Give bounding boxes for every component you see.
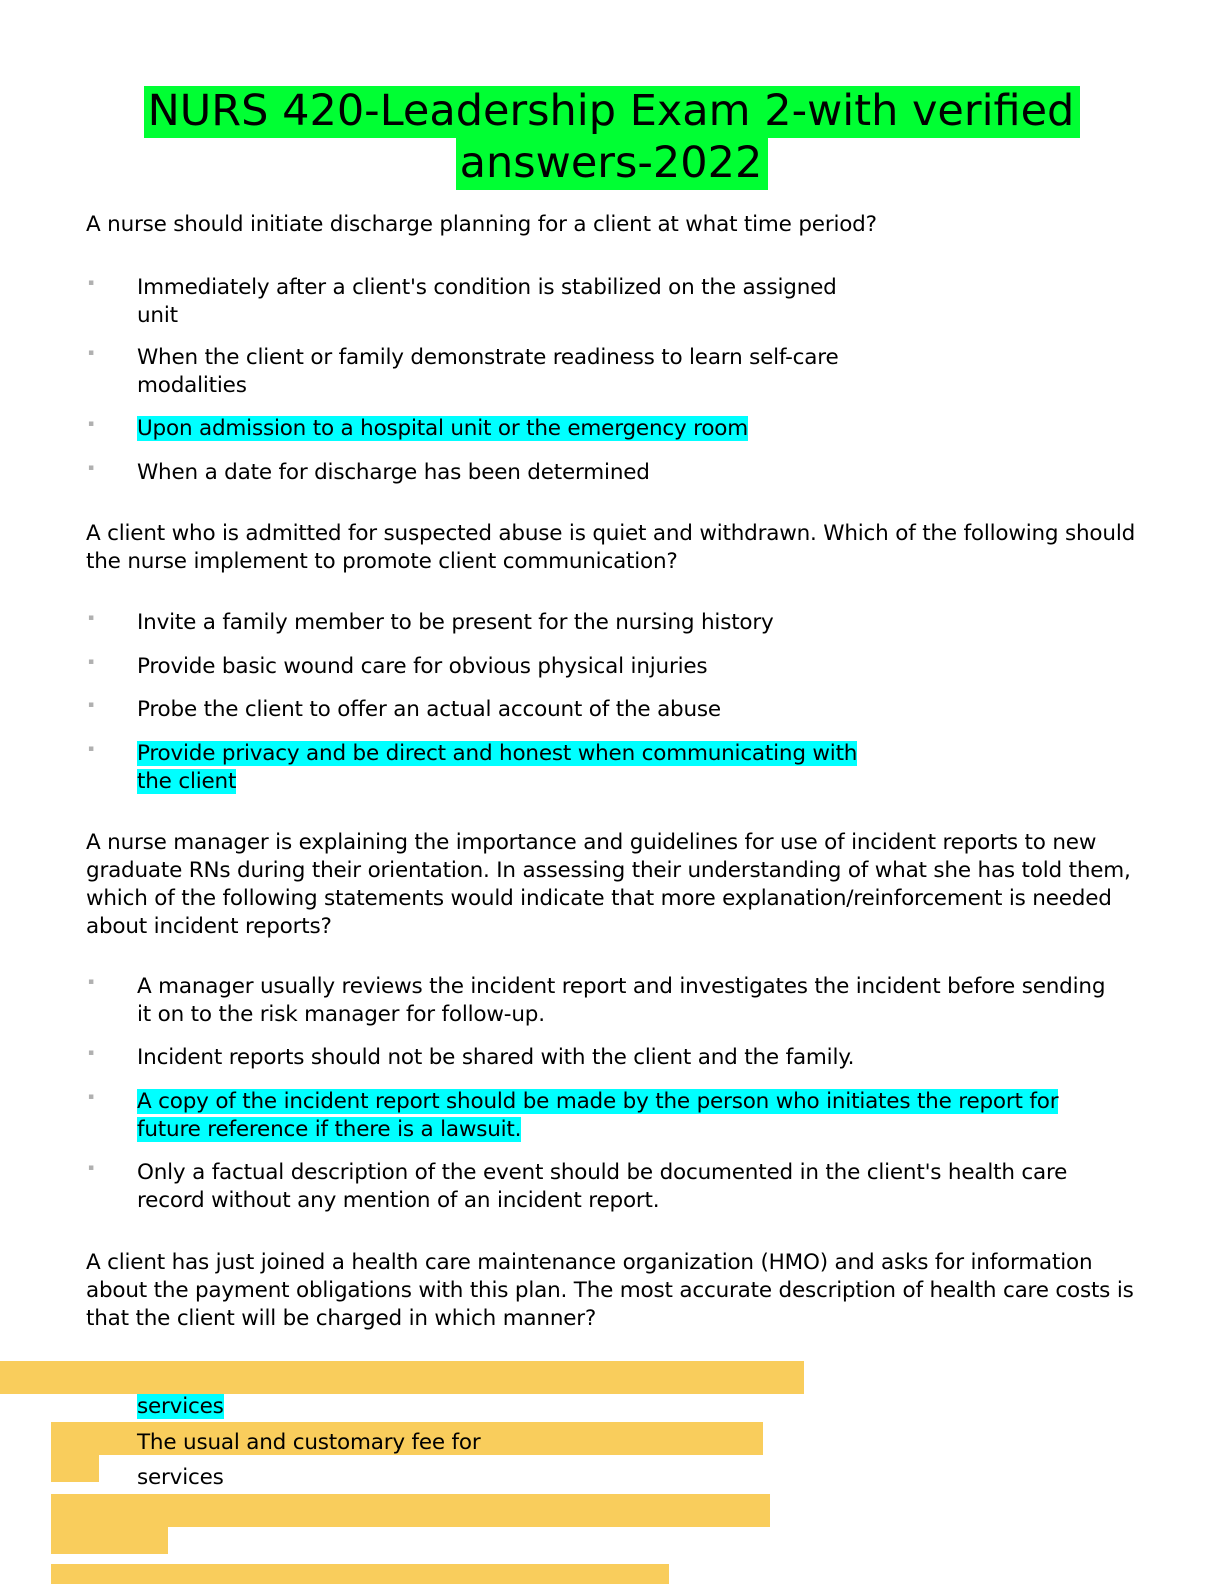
option-text: Probe the client to offer an actual account of the abuse	[137, 697, 721, 722]
bullet-icon: ▪	[88, 419, 94, 429]
question-4-partial-option-2: The usual and customary fee for	[137, 1430, 481, 1455]
correct-answer-highlight: Provide privacy and be direct and honest when communicating with the client	[137, 741, 858, 794]
redaction-bar	[51, 1527, 168, 1554]
bullet-icon: ▪	[88, 1048, 94, 1058]
title-line-1: NURS 420-Leadership Exam 2-with verified	[144, 86, 1081, 138]
bullet-icon: ▪	[88, 977, 94, 987]
bullet-icon: ▪	[88, 744, 94, 754]
question-3-option-3	[86, 1088, 1136, 1144]
question-1-option-1	[86, 274, 1136, 330]
question-3-option-4	[86, 1159, 1136, 1215]
option-text: Invite a family member to be present for the nursing history	[137, 610, 774, 635]
option-text: Incident reports should not be shared with the client and the family.	[137, 1045, 855, 1070]
question-4-partial-option-3: services	[137, 1465, 224, 1490]
title-line-2: answers-2022	[456, 138, 769, 190]
question-1-option-3	[86, 415, 1136, 443]
correct-answer-highlight: Upon admission to a hospital unit or the emergency room	[137, 416, 748, 441]
bullet-icon: ▪	[88, 657, 94, 667]
document-title	[0, 86, 1224, 190]
option-text: A manager usually reviews the incident report and investigates the incident before sending it on to the risk manager for follow-up.	[137, 974, 1106, 1027]
bullet-icon: ▪	[88, 463, 94, 473]
question-3-option-1	[86, 973, 1136, 1029]
redaction-bar	[51, 1494, 770, 1527]
bullet-icon: ▪	[88, 1163, 94, 1173]
bullet-icon: ▪	[88, 700, 94, 710]
option-text: Immediately after a client's condition is stabilized on the assigned unit	[137, 275, 837, 328]
option-text: Provide basic wound care for obvious physical injuries	[137, 654, 708, 679]
correct-answer-highlight: A copy of the incident report should be made by the person who initiates the report for future reference if there is a lawsuit.	[137, 1089, 1059, 1142]
question-2-prompt: A client who is admitted for suspected abuse is quiet and withdrawn. Which of the following should the nurse implement to promote client communication?	[86, 521, 1136, 574]
bullet-icon: ▪	[88, 348, 94, 358]
option-text: When the client or family demonstrate readiness to learn self-care modalities	[137, 345, 839, 398]
correct-answer-highlight: services	[137, 1394, 224, 1419]
question-4-prompt: A client has just joined a health care maintenance organization (HMO) and asks for information about the payment obligations with this plan. The most accurate description of health care costs is that the client will be charged in which manner?	[86, 1250, 1134, 1331]
redaction-bar	[51, 1455, 99, 1482]
question-2-option-4	[86, 740, 1136, 796]
question-1-prompt: A nurse should initiate discharge planning for a client at what time period?	[86, 212, 877, 237]
question-2-option-2	[86, 653, 1136, 681]
question-3-prompt: A nurse manager is explaining the importance and guidelines for use of incident reports to new graduate RNs during their orientation. In assessing their understanding of what she has told them, which of the following statements would indicate that more explanation/reinforcement is needed about incident reports?	[86, 830, 1131, 939]
bullet-icon: ▪	[88, 613, 94, 623]
question-2-option-1	[86, 609, 1136, 637]
bullet-icon: ▪	[88, 1092, 94, 1102]
question-4-partial-option-1	[137, 1393, 224, 1421]
question-3-option-2	[86, 1044, 1136, 1072]
redaction-bar	[0, 1361, 804, 1394]
option-text: Only a factual description of the event should be documented in the client's health care record without any mention of an incident report.	[137, 1160, 1068, 1213]
option-text: When a date for discharge has been determined	[137, 460, 650, 485]
question-2-option-3	[86, 696, 1136, 724]
question-1-option-4	[86, 459, 1136, 487]
redaction-bar	[51, 1564, 669, 1584]
question-1-option-2	[86, 344, 1136, 400]
bullet-icon: ▪	[88, 278, 94, 288]
